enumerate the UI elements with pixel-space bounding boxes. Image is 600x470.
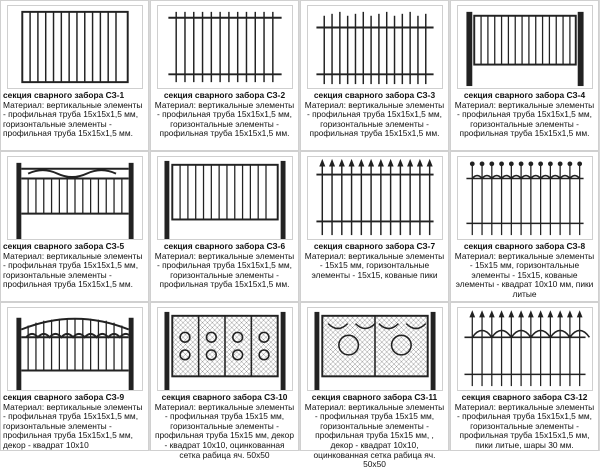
item-description: Материал: вертикальные элементы - профильная труба 15х15х1,5 мм, горизонтальные элементы - профильная труба 15х15х1,5 мм.: [3, 99, 143, 139]
item-description: Материал: вертикальные элементы - профильная труба 15х15х1,5 мм, горизонтальные элементы - профильная труба 15х15х1,5 мм.: [3, 250, 143, 290]
catalog-item-sz1[interactable]: [0, 0, 149, 151]
catalog-item-sz8[interactable]: [450, 151, 599, 302]
item-description: Материал: вертикальные элементы - профильная труба 15х15х1,5 мм, горизонтальные элементы - профильная труба 15х15х1,5 мм.: [304, 99, 445, 139]
catalog-item-sz4[interactable]: [450, 0, 599, 151]
caption-sz12: [453, 393, 596, 451]
catalog-item-sz5[interactable]: [0, 151, 149, 302]
fence-drawing-sz12: [458, 308, 592, 390]
item-description: Материал: вертикальные элементы - профильная труба 15х15 мм, горизонтальные элементы - профильная труба 15х15 мм, декор - квадрат 10х10, оцинкованная сетка рабица яч. 50х50: [154, 401, 295, 460]
item-description: Материал: вертикальные элементы - профильная труба 15х15х1,5 мм, горизонтальные элементы - профильная труба 15х15х1,5 мм, пики литые, шары 30 мм.: [454, 401, 595, 450]
fence-drawing-sz5: [8, 157, 142, 239]
item-description: Материал: вертикальные элементы - профильная труба 15х15 мм, горизонтальные элементы - профильная труба 15х15 мм, , декор - квадрат 10х10, оцинкованная сетка рабица яч. 50х50: [304, 401, 445, 470]
fence-image-sz9[interactable]: [7, 307, 143, 391]
item-title[interactable]: секция сварного забора СЗ-10: [161, 392, 288, 402]
fence-image-sz7[interactable]: [307, 156, 443, 240]
item-title[interactable]: секция сварного забора СЗ-7: [313, 241, 436, 251]
fence-drawing-sz9: [8, 308, 142, 390]
fence-image-sz11[interactable]: [307, 307, 443, 391]
caption-sz5: [3, 242, 146, 290]
caption-sz4: [453, 91, 596, 139]
catalog-item-sz11[interactable]: [300, 302, 449, 470]
fence-drawing-sz4: [458, 6, 592, 88]
catalog-item-sz3[interactable]: [300, 0, 449, 151]
caption-sz10: [153, 393, 296, 460]
fence-drawing-sz1: [8, 6, 142, 88]
fence-drawing-sz6: [158, 157, 292, 239]
fence-image-sz8[interactable]: [457, 156, 593, 240]
caption-sz1: [3, 91, 146, 139]
fence-image-sz6[interactable]: [157, 156, 293, 240]
item-title[interactable]: секция сварного забора СЗ-8: [463, 241, 586, 251]
caption-sz7: [303, 242, 446, 280]
fence-image-sz1[interactable]: [7, 5, 143, 89]
item-title[interactable]: секция сварного забора СЗ-3: [313, 90, 436, 100]
item-description: Материал: вертикальные элементы - 15х15 мм, горизонтальные элементы - 15х15, кованые пики: [304, 250, 445, 280]
item-title[interactable]: секция сварного забора СЗ-11: [311, 392, 438, 402]
item-title[interactable]: секция сварного забора СЗ-9: [3, 392, 125, 402]
item-description: Материал: вертикальные элементы - 15х15 мм, горизонтальные элементы - 15х15, кованые элементы - квадрат 10х10 мм, пики литые: [454, 250, 595, 299]
item-title[interactable]: секция сварного забора СЗ-5: [3, 241, 125, 251]
catalog-item-sz7[interactable]: [300, 151, 449, 302]
item-description: Материал: вертикальные элементы - профильная труба 15х15х1,5 мм, горизонтальные элементы - профильная труба 15х15х1,5 мм.: [154, 250, 295, 290]
item-description: Материал: вертикальные элементы - профильная труба 15х15х1,5 мм, горизонтальные элементы - профильная труба 15х15х1,5 мм.: [154, 99, 295, 139]
fence-drawing-sz11: [308, 308, 442, 390]
fence-drawing-sz7: [308, 157, 442, 239]
catalog-item-sz6[interactable]: [150, 151, 299, 302]
catalog-item-sz2[interactable]: [150, 0, 299, 151]
fence-image-sz10[interactable]: [157, 307, 293, 391]
item-title[interactable]: секция сварного забора СЗ-2: [163, 90, 286, 100]
caption-sz6: [153, 242, 296, 290]
fence-drawing-sz3: [308, 6, 442, 88]
catalog-item-sz12[interactable]: [450, 302, 599, 451]
fence-image-sz3[interactable]: [307, 5, 443, 89]
fence-drawing-sz10: [158, 308, 292, 390]
item-description: Материал: вертикальные элементы - профильная труба 15х15х1,5 мм, горизонтальные элементы - профильная труба 15х15х1,5 мм.: [454, 99, 595, 139]
caption-sz11: [303, 393, 446, 470]
item-title[interactable]: секция сварного забора СЗ-4: [463, 90, 586, 100]
caption-sz3: [303, 91, 446, 139]
fence-image-sz4[interactable]: [457, 5, 593, 89]
fence-drawing-sz2: [158, 6, 292, 88]
item-title[interactable]: секция сварного забора СЗ-1: [3, 90, 125, 100]
caption-sz9: [3, 393, 146, 451]
caption-sz2: [153, 91, 296, 139]
item-title[interactable]: секция сварного забора СЗ-12: [461, 392, 588, 402]
fence-image-sz2[interactable]: [157, 5, 293, 89]
caption-sz8: [453, 242, 596, 300]
item-description: Материал: вертикальные элементы - профильная труба 15х15х1,5 мм, горизонтальные элементы - профильная труба 15х15х1,5 мм, декор - квадрат 10х10: [3, 401, 143, 450]
fence-image-sz5[interactable]: [7, 156, 143, 240]
fence-image-sz12[interactable]: [457, 307, 593, 391]
fence-drawing-sz8: [458, 157, 592, 239]
catalog-item-sz9[interactable]: [0, 302, 149, 451]
catalog-item-sz10[interactable]: [150, 302, 299, 460]
item-title[interactable]: секция сварного забора СЗ-6: [163, 241, 286, 251]
